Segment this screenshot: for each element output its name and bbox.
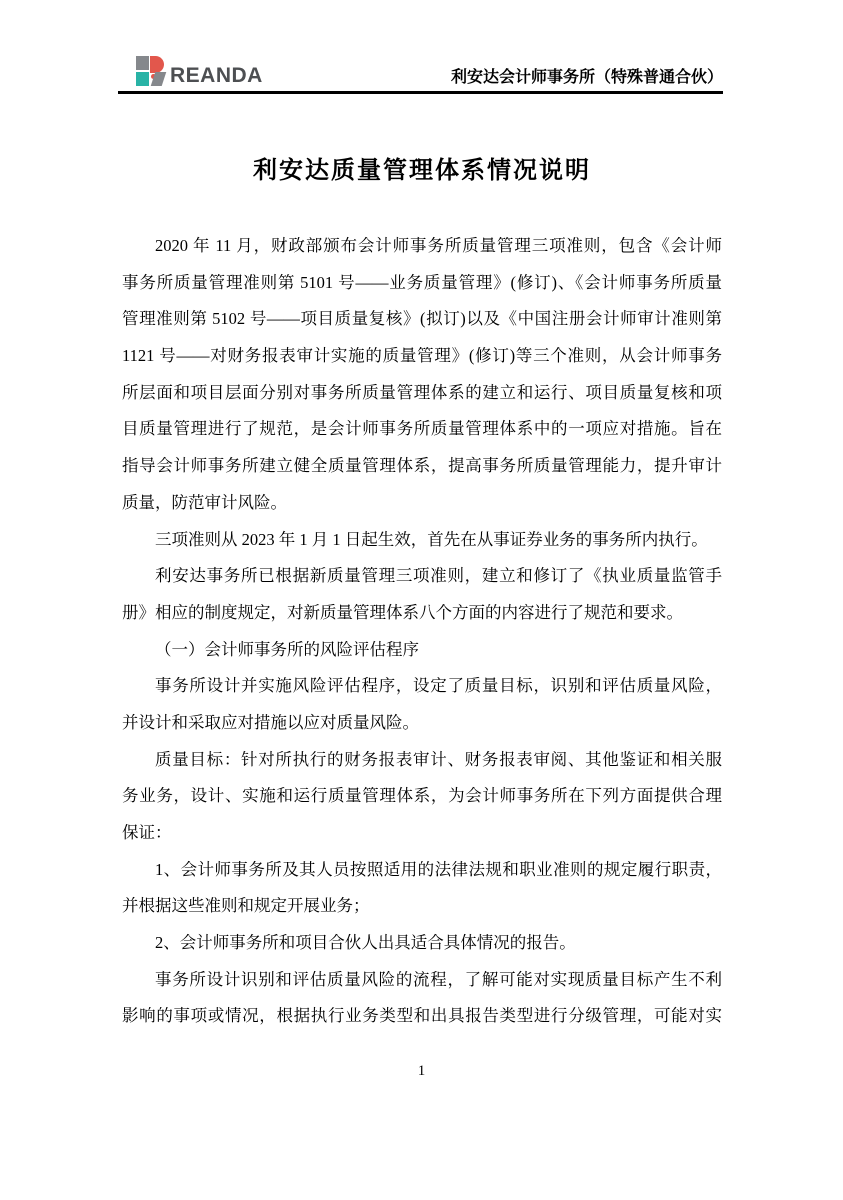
body-line: 并设计和采取应对措施以应对质量风险。 xyxy=(122,712,419,732)
body-line: （一）会计师事务所的风险评估程序 xyxy=(155,639,419,659)
body-line: 三项准则从 2023 年 1 月 1 日起生效，首先在从事证券业务的事务所内执行。 xyxy=(155,529,708,549)
body-line: 并根据这些准则和规定开展业务； xyxy=(122,896,370,916)
logo-wordmark: REANDA xyxy=(170,64,263,87)
page-header xyxy=(118,56,723,94)
body-line: 册》相应的制度规定，对新质量管理体系八个方面的内容进行了规范和要求。 xyxy=(122,602,683,622)
body-line: 事务所设计识别和评估质量风险的流程，了解可能对实现质量目标产生不利 xyxy=(155,969,722,989)
body-line: 事务所设计并实施风险评估程序，设定了质量目标，识别和评估质量风险， xyxy=(155,676,722,696)
logo-square-top-left xyxy=(136,56,149,70)
body-line: 管理准则第 5102 号——项目质量复核》(拟订)以及《中国注册会计师审计准则第 xyxy=(122,309,722,329)
document-body xyxy=(122,228,722,1035)
body-line: 所层面和项目层面分别对事务所质量管理体系的建立和运行、项目质量复核和项 xyxy=(122,382,722,402)
body-line: 1121 号——对财务报表审计实施的质量管理》(修订)等三个准则，从会计师事务 xyxy=(122,346,722,366)
body-line: 务业务，设计、实施和运行质量管理体系，为会计师事务所在下列方面提供合理 xyxy=(122,786,722,806)
body-line: 质量目标：针对所执行的财务报表审计、财务报表审阅、其他鉴证和相关服 xyxy=(155,749,722,769)
body-line: 保证： xyxy=(122,823,172,842)
body-line: 事务所质量管理准则第 5101 号——业务质量管理》(修订)、《会计师事务所质量 xyxy=(122,272,722,292)
body-line: 质量，防范审计风险。 xyxy=(122,492,287,512)
reanda-logo xyxy=(136,56,263,87)
body-line: 指导会计师事务所建立健全质量管理体系，提高事务所质量管理能力，提升审计 xyxy=(122,456,722,476)
logo-bowl-shape xyxy=(150,56,164,73)
body-line: 1、会计师事务所及其人员按照适用的法律法规和职业准则的规定履行职责， xyxy=(155,859,722,879)
header-rule xyxy=(118,91,723,94)
body-line: 2020 年 11 月，财政部颁布会计师事务所质量管理三项准则，包含《会计师 xyxy=(155,236,722,255)
firm-name: 利安达会计师事务所（特殊普通合伙） xyxy=(450,68,723,86)
page-number: 1 xyxy=(417,1063,426,1079)
body-line: 影响的事项或情况，根据执行业务类型和出具报告类型进行分级管理，可能对实 xyxy=(122,1006,722,1026)
body-line: 利安达事务所已根据新质量管理三项准则，建立和修订了《执业质量监管手 xyxy=(155,566,722,586)
reanda-logo-icon xyxy=(136,56,167,87)
body-line: 目质量管理进行了规范，是会计师事务所质量管理体系中的一项应对措施。旨在 xyxy=(122,419,722,439)
page-title: 利安达质量管理体系情况说明 xyxy=(253,158,591,184)
logo-square-bottom-left xyxy=(136,72,149,86)
header-row xyxy=(118,56,723,91)
body-line: 2、会计师事务所和项目合伙人出具适合具体情况的报告。 xyxy=(155,933,576,953)
